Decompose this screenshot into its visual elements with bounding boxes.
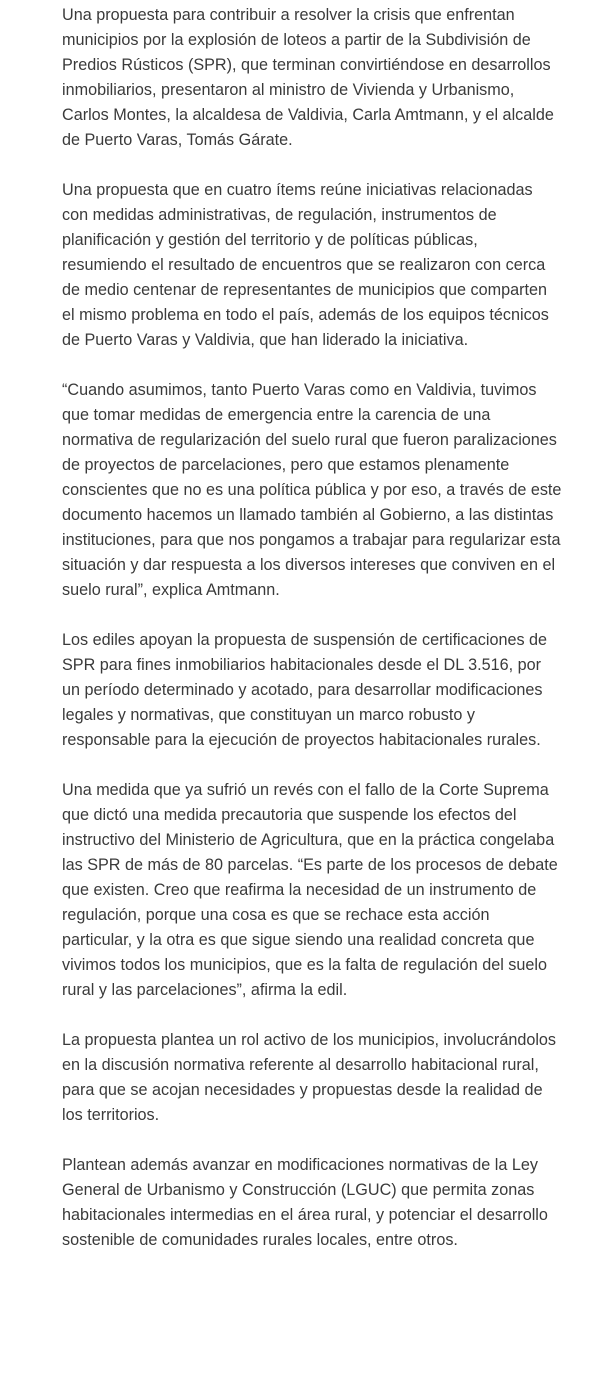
paragraph-5: Una medida que ya sufrió un revés con el fallo de la Corte Suprema que dictó una medida precautoria que suspende los efectos del instructivo del Ministerio de Agricultura, que en la práctica congelaba las SPR de más de 80 parcelas. “Es parte de los procesos de debate que existen. Creo que reafirma la necesidad de un instrumento de regulación, porque una cosa es que se rechace esta acción particular, y la otra es que sigue siendo una realidad concreta que vivimos todos los municipios, que es la falta de regulación del suelo rural y las parcelaciones”, afirma la edil. (62, 781, 558, 999)
paragraph-7: Plantean además avanzar en modificaciones normativas de la Ley General de Urbanismo y Construcción (LGUC) que permita zonas habitacionales intermedias en el área rural, y potenciar el desarrollo sostenible de comunidades rurales locales, entre otros. (62, 1156, 548, 1249)
paragraph-3: “Cuando asumimos, tanto Puerto Varas como en Valdivia, tuvimos que tomar medidas de emergencia entre la carencia de una normativa de regularización del suelo rural que fueron paralizaciones de proyectos de parcelaciones, pero que estamos plenamente conscientes que no es una política pública y por eso, a través de este documento hacemos un llamado también al Gobierno, a las distintas instituciones, para que nos pongamos a trabajar para regularizar esta situación y dar respuesta a los diversos intereses que conviven en el suelo rural”, explica Amtmann. (62, 381, 562, 599)
article-body (62, 3, 562, 1253)
paragraph-4: Los ediles apoyan la propuesta de suspensión de certificaciones de SPR para fines inmobiliarios habitacionales desde el DL 3.516, por un período determinado y acotado, para desarrollar modificaciones legales y normativas, que constituyan un marco robusto y responsable para la ejecución de proyectos habitacionales rurales. (62, 631, 548, 749)
paragraph-6: La propuesta plantea un rol activo de los municipios, involucrándolos en la discusión normativa referente al desarrollo habitacional rural, para que se acojan necesidades y propuestas desde la realidad de los territorios. (62, 1031, 557, 1124)
paragraph-1: Una propuesta para contribuir a resolver la crisis que enfrentan municipios por la explosión de loteos a partir de la Subdivisión de Predios Rústicos (SPR), que terminan convirtiéndose en desarrollos inmobiliarios, presentaron al ministro de Vivienda y Urbanismo, Carlos Montes, la alcaldesa de Valdivia, Carla Amtmann, y el alcalde de Puerto Varas, Tomás Gárate. (62, 6, 554, 149)
paragraph-2: Una propuesta que en cuatro ítems reúne iniciativas relacionadas con medidas administrativas, de regulación, instrumentos de planificación y gestión del territorio y de políticas públicas, resumiendo el resultado de encuentros que se realizaron con cerca de medio centenar de representantes de municipios que comparten el mismo problema en todo el país, además de los equipos técnicos de Puerto Varas y Valdivia, que han liderado la iniciativa. (62, 181, 549, 349)
